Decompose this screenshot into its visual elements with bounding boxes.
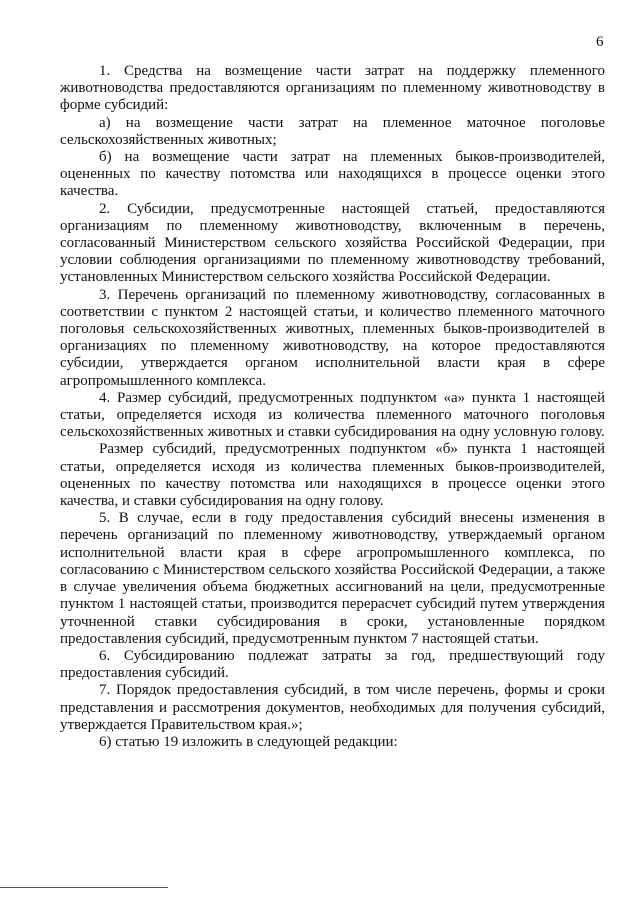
paragraph-5: 5. В случае, если в году предоставления субсидий внесены изменения в перечень организаций по племенному животноводству, утверждаемый органом исполнительной власти края в сфере агропромышленного комплекса, по согласованию с Министерством сельского хозяйства Российской Федерации, а также в случае увеличения объема бюджетных ассигнований на цели, предусмотренные пунктом 1 настоящей статьи, производится перерасчет субсидий путем утверждения уточненной ставки субсидирования в сроки, установленные порядком предоставления субсидий, предусмотренным пунктом 7 настоящей статьи. xyxy=(60,510,605,647)
page-number: 6 xyxy=(596,34,604,50)
paragraph-6: 6. Субсидированию подлежат затраты за год, предшествующий году предоставления субсидий. xyxy=(60,647,605,682)
paragraph-amendment: 6) статью 19 изложить в следующей редакции: xyxy=(99,733,398,750)
paragraph-2: 2. Субсидии, предусмотренные настоящей статьей, предоставляются организациям по племенному животноводству, включенным в перечень, согласованный Министерством сельского хозяйства Российской Федерации, при условии соблюдения организациями по племенному животноводству требований, установленных Министерством сельского хозяйства Российской Федерации. xyxy=(60,200,605,286)
paragraph-1a: а) на возмещение части затрат на племенное маточное поголовье сельскохозяйственных животных; xyxy=(60,114,605,148)
paragraph-1: 1. Средства на возмещение части затрат на поддержку племенного животноводства предоставляются организациям по племенному животноводству в форме субсидий: xyxy=(60,63,605,114)
paragraph-4-continued: Размер субсидий, предусмотренных подпунктом «б» пункта 1 настоящей статьи, определяется исходя из количества племенных быков-производителей, оцененных по качеству потомства или находящихся в процессе оценки этого качества, и ставки субсидирования на одну голову. xyxy=(60,441,605,510)
paragraph-3: 3. Перечень организаций по племенному животноводству, согласованных в соответствии с пунктом 2 настоящей статьи, и количество племенного маточного поголовья сельскохозяйственных животных, племенных быков-производителей в организациях по племенному животноводству, на которое предоставляются субсидии, утверждается органом исполнительной власти края в сфере агропромышленного комплекса. xyxy=(60,286,605,389)
document-body xyxy=(60,63,605,751)
paragraph-4: 4. Размер субсидий, предусмотренных подпунктом «а» пункта 1 настоящей статьи, определяется исходя из количества племенного маточного поголовья сельскохозяйственных животных и ставки субсидирования на одну условную голову. xyxy=(60,389,605,441)
footer-rule xyxy=(0,887,168,888)
paragraph-1b: б) на возмещение части затрат на племенных быков-производителей, оцененных по качеству потомства или находящихся в процессе оценки этого качества. xyxy=(60,149,605,200)
paragraph-7: 7. Порядок предоставления субсидий, в том числе перечень, формы и сроки представления и рассмотрения документов, необходимых для получения субсидий, утверждается Правительством края.»; xyxy=(60,682,605,733)
